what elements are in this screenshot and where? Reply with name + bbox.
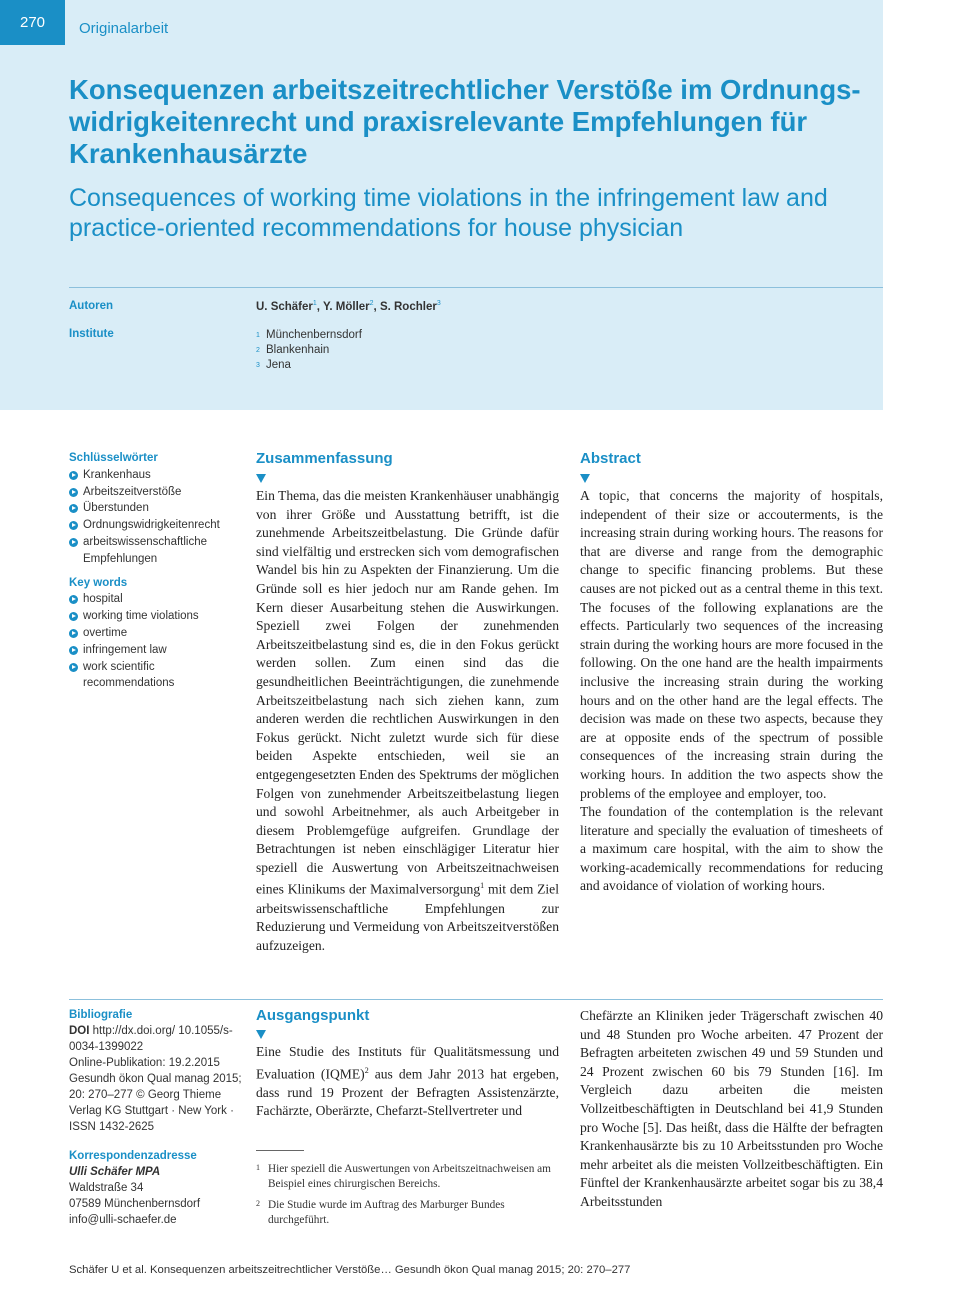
email-link[interactable]: info@ulli-schaefer.de: [69, 1214, 177, 1226]
section-triangle-icon: [256, 474, 266, 483]
ausgangspunkt-text: Eine Studie des Instituts für Qualitätsmessung und Evaluation (IQME)$^2$ aus dem Jahr 2013 hat ergeben, dass rund 19 Prozent der Befragten Assistenzärzte, Fachärzte, Oberärzte, Chefarzt-Stellvertreter und: [256, 1044, 559, 1119]
institute-item: $^1$ Münchenbernsdorf: [256, 329, 362, 341]
article-title-english: Consequences of working time violations in the infringement law and practice-oriented recommendations for house physician: [69, 184, 828, 242]
footnote: 2 Die Studie wurde im Auftrag des Marburger Bundes durchgeführt.: [256, 1199, 505, 1226]
keyword-item: overtime: [69, 625, 244, 642]
bibliography-block: [69, 1007, 244, 1135]
section-triangle-icon: [256, 1030, 266, 1039]
zusammenfassung-heading: Zusammenfassung: [256, 450, 393, 467]
body-text-continued: Chefärzte an Kliniken jeder Trägerschaft zwischen 40 und 48 Stunden pro Woche arbeiten. 47 Prozent der Befragten arbeiteten zwischen 49 und 59 Stunden und 24 Prozent zwischen 60 bis 79 Stunden [16]. Im Vergleich dazu arbeiten die meisten Vollzeitbeschäftigten in Deutschland bei 41,9 Stunden pro Woche [5]. Das heißt, dass die Hälfte der befragten Krankenhausärzte bis zu 10 Arbeitsstunden pro Woche mehr arbeitet als die meisten Vollzeitbeschäftigten. Ein Fünftel der Krankenhausärzte arbeitet sogar bis zu 38,4 Arbeitsstunden: [580, 1008, 883, 1209]
doi-line: DOI http://dx.doi.org/ 10.1055/s-0034-1399022: [69, 1025, 233, 1053]
footnote: 1 Hier speziell die Auswertungen von Arbeitszeitnachweisen am Beispiel eines chirurgischen Bereichs.: [256, 1163, 551, 1190]
keyword-item: working time violations: [69, 608, 244, 625]
ausgangspunkt-heading: Ausgangspunkt: [256, 1007, 370, 1024]
zusammenfassung-text: Ein Thema, das die meisten Krankenhäuser unabhängig von ihrer Größe und Ausstattung betrifft, ist die zunehmende Arbeitszeitbelastung. Die Gründe dafür sind vielfältig und erstrecken sich vom demografischen Wandel bis hin zu Aspekten der Finanzierung. Um die Gründe soll es hier jedoch nur am Rande gehen. Im Kern dieser Ausarbeitung stehen die Auswirkungen. Speziell zwei Folgen der zunehmenden Arbeitszeitbelastung sind es, die in den Fokus gerückt werden sollen. Zum einen sind das die gesundheitlichen Beeinträchtigungen, die zunehmende Arbeitszeitbelastung nach sich ziehen kann, zum anderen werden die rechtlichen Auswirkungen in den Fokus gerückt. Nicht zuletzt wurde sich für diese beiden Aspekte entschieden, weil sie an entgegengesetzten Enden des Spektrums der möglichen Folgen von zunehmender Arbeitszeitbelastung liegen und sowohl Arbeitnehmer, als auch Arbeitgeber in diesem Problemgefüge aufgreifen. Grundlage der Betrachtungen ist neben einschlägiger Literatur hier speziell die Auswertung von Arbeitszeitnachweisen eines Klinikums der Maximalversorgung$^1$ mit dem Ziel arbeitswissenschaftliche Empfehlungen zur Reduzierung und Vermeidung von Arbeitszeitverstößen aufzuzeigen.: [256, 488, 559, 953]
address-line: Waldstraße 34: [69, 1182, 144, 1194]
authors-list: U. Schäfer$^1$, Y. Möller$^2$, S. Rochler$^3$: [256, 300, 441, 313]
keyword-item: Arbeitszeitverstöße: [69, 484, 244, 501]
arrow-bullet-icon: [69, 538, 78, 547]
author: Y. Möller: [322, 300, 370, 313]
abstract-paragraph: The foundation of the contemplation is the relevant literature and specially the evaluation of timesheets of a maximum care hospital, with the aim to show the working-academically recommendations for reducing and avoidance of violation of working hours.: [580, 804, 883, 894]
arrow-bullet-icon: [69, 663, 78, 672]
correspondence-block: [69, 1148, 244, 1228]
institutes-label: Institute: [69, 328, 114, 340]
header-divider: [69, 287, 883, 288]
keyword-item: infringement law: [69, 642, 244, 659]
section-triangle-icon: [580, 474, 590, 483]
keyword-item: work scientific recommendations: [69, 659, 244, 693]
abstract-paragraph: A topic, that concerns the majority of hospitals, independent of their size or accouterments, is the increasing strain during working hours. The reasons for that are diverse and range from the demographic change to specific financing problems. But these causes are not picked out as a central theme in this text. The focuses of the following explanations are the effects. Particularly two sequences of the increasing strain during the working hours are more focused in the following. On the one hand are the health impairments inclusive the increasing strain during the working hours and on the other hand are the legal effects. The decision was made on these two aspects, because they are at opposite ends of the spectrum of possible consequences of the increasing strain during the working hours. In addition the two aspects show the problems of the employee and employer, too.: [580, 488, 883, 801]
authors-label: Autoren: [69, 300, 114, 312]
body-divider: [69, 999, 883, 1000]
keywords-panel: [69, 450, 244, 692]
institute-item: $^3$ Jena: [256, 359, 291, 371]
keyword-item: Ordnungswidrigkeitenrecht: [69, 517, 244, 534]
keywords-de-heading: Schlüsselwörter: [69, 452, 158, 464]
abstract-heading: Abstract: [580, 450, 641, 467]
arrow-bullet-icon: [69, 629, 78, 638]
arrow-bullet-icon: [69, 595, 78, 604]
page-footer-citation: Schäfer U et al. Konsequenzen arbeitszeitrechtlicher Verstöße… Gesundh ökon Qual manag 2015; 20: 270–277: [69, 1264, 631, 1276]
arrow-bullet-icon: [69, 471, 78, 480]
bibliography-line: Online-Publikation: 19.2.2015: [69, 1057, 220, 1069]
arrow-bullet-icon: [69, 646, 78, 655]
keyword-item: arbeitswissenschaftliche Empfehlungen: [69, 534, 244, 568]
arrow-bullet-icon: [69, 612, 78, 621]
correspondence-heading: Korrespondenzadresse: [69, 1150, 197, 1162]
arrow-bullet-icon: [69, 521, 78, 530]
arrow-bullet-icon: [69, 488, 78, 497]
article-title-german: Konsequenzen arbeitszeitrechtlicher Verstöße im Ordnungs- widrigkeitenrecht und praxisrelevante Empfehlungen für Krankenhausärzte: [69, 74, 861, 169]
author: S. Rochler: [379, 300, 437, 313]
author: U. Schäfer: [256, 300, 313, 313]
institute-item: $^2$ Blankenhain: [256, 344, 330, 356]
keyword-item: Krankenhaus: [69, 467, 244, 484]
correspondence-name: Ulli Schäfer MPA: [69, 1166, 161, 1178]
bibliography-heading: Bibliografie: [69, 1009, 133, 1021]
section-label: Originalarbeit: [79, 20, 169, 37]
keyword-item: Überstunden: [69, 500, 244, 517]
page-number: 270: [0, 0, 65, 45]
arrow-bullet-icon: [69, 504, 78, 513]
institutes-list: [256, 328, 362, 373]
bibliography-line: Gesundh ökon Qual manag 2015; 20: 270–277 © Georg Thieme Verlag KG Stuttgart · New York · ISSN 1432-2625: [69, 1073, 242, 1133]
address-line: 07589 Münchenbernsdorf: [69, 1198, 201, 1210]
keywords-en-heading: Key words: [69, 576, 128, 589]
footnote-divider: [256, 1150, 304, 1151]
abstract-text: [580, 487, 883, 896]
keyword-item: hospital: [69, 591, 244, 608]
